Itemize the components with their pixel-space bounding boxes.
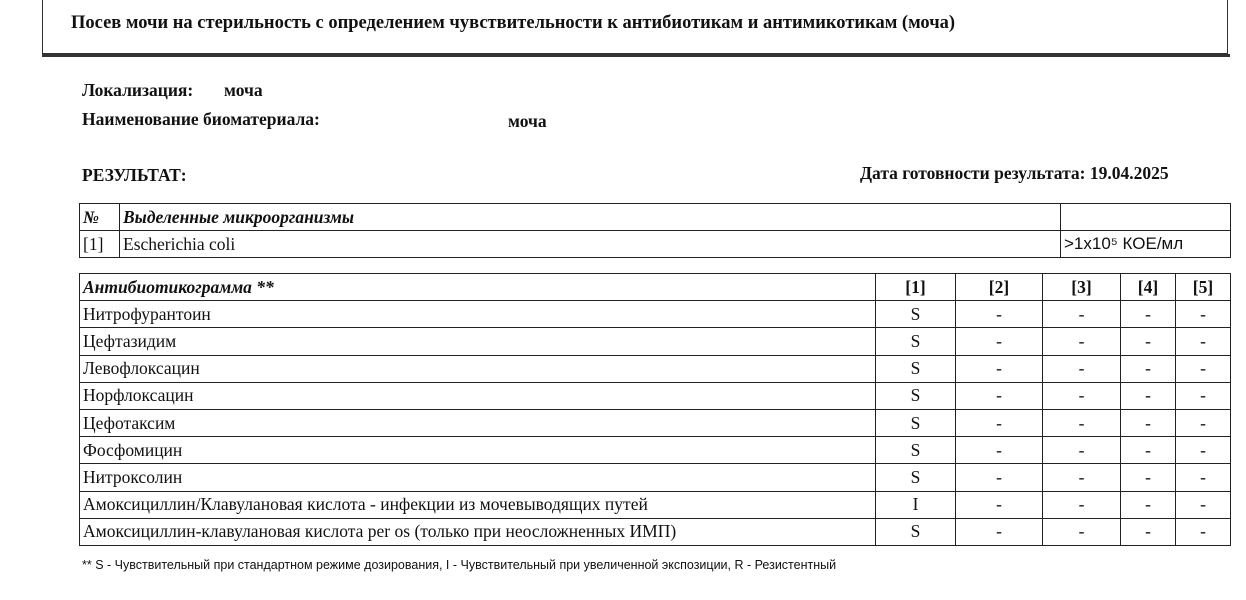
organism-row	[80, 231, 1231, 258]
susceptibility-value: -	[1121, 437, 1176, 464]
title-divider	[42, 54, 1230, 57]
organism-count: >1x10⁵ КОЕ/мл	[1061, 231, 1231, 258]
susceptibility-value: -	[1176, 437, 1231, 464]
susceptibility-value: -	[1043, 464, 1121, 491]
susceptibility-value: -	[1176, 328, 1231, 355]
result-label: РЕЗУЛЬТАТ:	[82, 165, 187, 185]
susceptibility-value: -	[1176, 518, 1231, 545]
antibiogram-col-header: [2]	[956, 274, 1043, 301]
susceptibility-value: S	[876, 409, 956, 436]
susceptibility-value: S	[876, 464, 956, 491]
susceptibility-value: -	[956, 409, 1043, 436]
antibiogram-row	[80, 301, 1231, 328]
susceptibility-value: -	[956, 301, 1043, 328]
susceptibility-value: S	[876, 328, 956, 355]
susceptibility-value: -	[1043, 328, 1121, 355]
antibiogram-header: Антибиотикограмма **	[80, 274, 876, 301]
organisms-header-count	[1061, 204, 1231, 231]
antibiotic-name: Нитроксолин	[80, 464, 876, 491]
susceptibility-value: -	[1121, 301, 1176, 328]
susceptibility-value: -	[1176, 491, 1231, 518]
antibiotic-name: Цефотаксим	[80, 409, 876, 436]
susceptibility-value: -	[1121, 464, 1176, 491]
report-title: Посев мочи на стерильность с определением чувствительности к антибиотикам и антимикотикам (моча)	[71, 13, 956, 33]
localization-label: Локализация:	[82, 80, 194, 100]
antibiogram-col-header: [5]	[1176, 274, 1231, 301]
antibiotic-name: Нитрофурантоин	[80, 301, 876, 328]
antibiogram-col-header: [1]	[876, 274, 956, 301]
susceptibility-value: -	[1176, 464, 1231, 491]
ready-date-label	[860, 163, 1169, 184]
susceptibility-value: -	[1121, 409, 1176, 436]
antibiogram-row	[80, 518, 1231, 545]
susceptibility-value: -	[956, 382, 1043, 409]
antibiogram-row	[80, 491, 1231, 518]
susceptibility-value: -	[1121, 491, 1176, 518]
susceptibility-value: -	[1043, 518, 1121, 545]
antibiogram-table	[79, 273, 1231, 546]
susceptibility-value: -	[956, 355, 1043, 382]
organisms-header-row	[80, 204, 1231, 231]
susceptibility-value: -	[956, 464, 1043, 491]
localization-value: моча	[224, 80, 263, 100]
ready-date-value: 19.04.2025	[1089, 163, 1169, 183]
antibiotic-name: Фосфомицин	[80, 437, 876, 464]
antibiotic-name: Левофлоксацин	[80, 355, 876, 382]
antibiotic-name: Амоксициллин/Клавулановая кислота - инфекции из мочевыводящих путей	[80, 491, 876, 518]
antibiogram-row	[80, 464, 1231, 491]
organisms-table	[79, 203, 1231, 258]
susceptibility-value: S	[876, 518, 956, 545]
susceptibility-value: S	[876, 437, 956, 464]
organisms-header-name: Выделенные микроорганизмы	[120, 204, 1061, 231]
antibiogram-col-header: [3]	[1043, 274, 1121, 301]
susceptibility-value: -	[1176, 301, 1231, 328]
organism-name: Escherichia coli	[120, 231, 1061, 258]
susceptibility-value: -	[1043, 355, 1121, 382]
susceptibility-value: -	[1043, 382, 1121, 409]
susceptibility-value: -	[1043, 301, 1121, 328]
susceptibility-value: -	[956, 437, 1043, 464]
antibiogram-row	[80, 382, 1231, 409]
organisms-header-num: №	[80, 204, 120, 231]
susceptibility-value: S	[876, 301, 956, 328]
susceptibility-value: -	[1121, 328, 1176, 355]
susceptibility-value: -	[1043, 437, 1121, 464]
antibiogram-row	[80, 437, 1231, 464]
susceptibility-value: S	[876, 355, 956, 382]
susceptibility-value: -	[1121, 518, 1176, 545]
susceptibility-value: -	[1176, 355, 1231, 382]
antibiotic-name: Цефтазидим	[80, 328, 876, 355]
antibiogram-row	[80, 328, 1231, 355]
ready-date-label-text: Дата готовности результата:	[860, 163, 1086, 183]
susceptibility-value: -	[1176, 382, 1231, 409]
susceptibility-value: -	[1043, 491, 1121, 518]
antibiogram-col-header: [4]	[1121, 274, 1176, 301]
organism-num: [1]	[80, 231, 120, 258]
susceptibility-value: -	[1176, 409, 1231, 436]
antibiogram-row	[80, 409, 1231, 436]
susceptibility-value: -	[956, 518, 1043, 545]
biomaterial-value: моча	[508, 111, 547, 131]
antibiogram-header-row	[80, 274, 1231, 301]
susceptibility-value: -	[956, 328, 1043, 355]
antibiogram-row	[80, 355, 1231, 382]
susceptibility-value: -	[1121, 382, 1176, 409]
antibiotic-name: Амоксициллин-клавулановая кислота per os (только при неосложненных ИМП)	[80, 518, 876, 545]
susceptibility-value: -	[1121, 355, 1176, 382]
susceptibility-value: -	[956, 491, 1043, 518]
susceptibility-value: I	[876, 491, 956, 518]
antibiotic-name: Норфлоксацин	[80, 382, 876, 409]
report-title-box	[42, 0, 1228, 54]
biomaterial-label: Наименование биоматериала:	[82, 109, 320, 129]
susceptibility-value: S	[876, 382, 956, 409]
susceptibility-value: -	[1043, 409, 1121, 436]
legend-footnote: ** S - Чувствительный при стандартном режиме дозирования, I - Чувствительный при увеличенной экспозиции, R - Резистентный	[82, 558, 837, 572]
